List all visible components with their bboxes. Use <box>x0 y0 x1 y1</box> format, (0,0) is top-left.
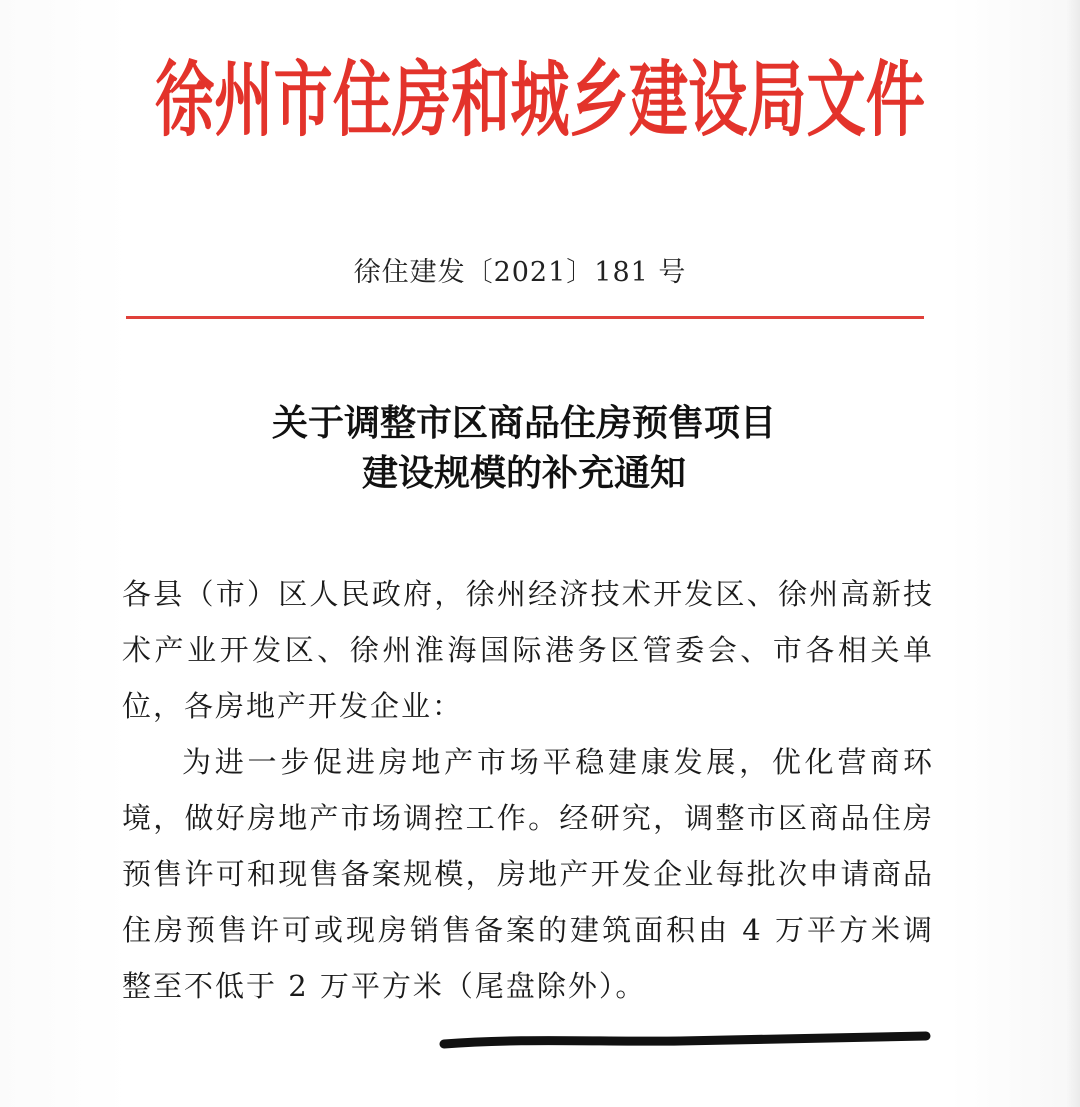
notice-body <box>122 566 934 1014</box>
issuer-header <box>140 18 940 168</box>
page-edge-shadow <box>1066 0 1080 1107</box>
addressee-paragraph: 各县（市）区人民政府，徐州经济技术开发区、徐州高新技术产业开发区、徐州淮海国际港务区管委会、市各相关单位，各房地产开发企业： <box>122 577 934 723</box>
document-number: 徐住建发〔2021〕181 号 <box>353 257 687 288</box>
red-divider-line <box>126 316 924 319</box>
handwritten-underline-mark <box>440 1024 930 1054</box>
notice-title-line-1: 关于调整市区商品住房预售项目 <box>271 402 776 444</box>
notice-title-line-2: 建设规模的补充通知 <box>361 452 686 494</box>
issuer-title: 徐州市住房和城乡建设局文件 <box>155 52 925 148</box>
body-paragraph-1: 为进一步促进房地产市场平稳建康发展，优化营商环境，做好房地产市场调控工作。经研究，调整市区商品住房预售许可和现售备案规模，房地产开发企业每批次申请商品住房预售许可或现房销售备案的建筑面积由 4 万平方米调整至不低于 2 万平方米（尾盘除外）。 <box>122 745 934 1003</box>
underline-stroke <box>444 1036 926 1044</box>
notice-title <box>0 398 1048 498</box>
